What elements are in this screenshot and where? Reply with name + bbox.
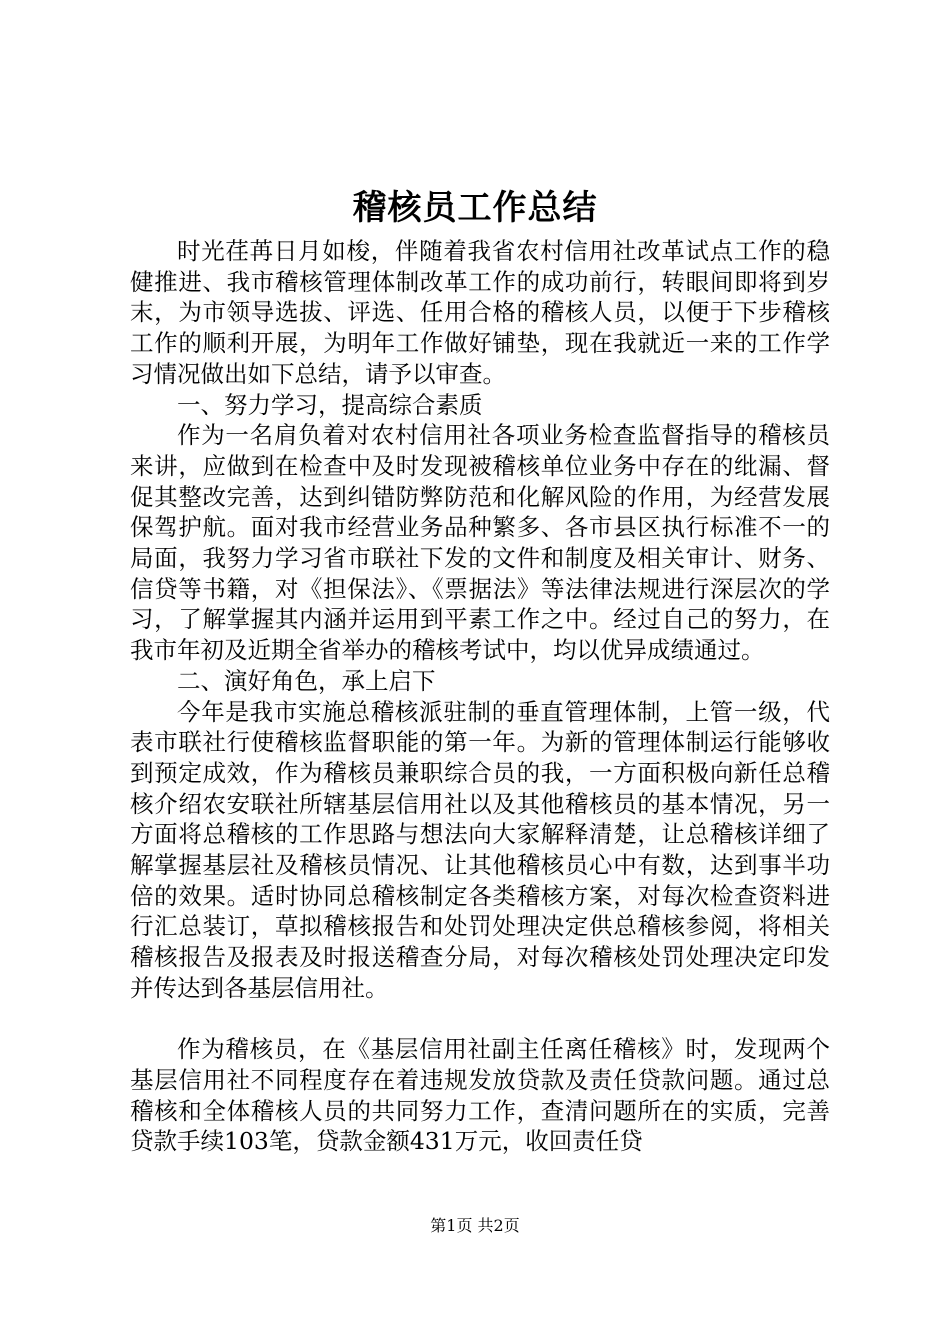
page-footer: 第1页 共2页 [430,1216,520,1235]
paragraph-gap [130,1004,830,1035]
section-heading-2: 二、演好角色，承上启下 [177,666,436,695]
section-2-paragraph: 今年是我市实施总稽核派驻制的垂直管理体制，上管一级，代表市联社行使稽核监督职能的第一年。为新的管理体制运行能够收到预定成效，作为稽核员兼职综合员的我，一方面积极向新任总稽核介绍农安联社所辖基层信用社以及其他稽核员的基本情况，另一方面将总稽核的工作思路与想法向大家解释清楚，让总稽核详细了解掌握基层社及稽核员情况、让其他稽核员心中有数，达到事半功倍的效果。适时协同总稽核制定各类稽核方案，对每次检查资料进行汇总装订，草拟稽核报告和处罚处理决定供总稽核参阅，将相关稽核报告及报表及时报送稽查分局，对每次稽核处罚处理决定印发并传达到各基层信用社。 [130,697,830,1002]
document-title: 稽核员工作总结 [352,188,598,228]
section-2-paragraph-continued: 作为稽核员，在《基层信用社副主任离任稽核》时，发现两个基层信用社不同程度存在着违规发放贷款及责任贷款问题。通过总稽核和全体稽核人员的共同努力工作，查清问题所在的实质，完善贷款手续103笔，贷款金额431万元，收回责任贷 [130,1035,830,1156]
section-heading-1: 一、努力学习，提高综合素质 [177,390,483,419]
intro-paragraph: 时光荏苒日月如梭，伴随着我省农村信用社改革试点工作的稳健推进、我市稽核管理体制改革工作的成功前行，转眼间即将到岁末，为市领导选拔、评选、任用合格的稽核人员，以便于下步稽核工作的顺利开展，为明年工作做好铺垫，现在我就近一来的工作学习情况做出如下总结，请予以审查。 [130,237,830,388]
document-body [130,236,830,1157]
section-1-paragraph: 作为一名肩负着对农村信用社各项业务检查监督指导的稽核员来讲，应做到在检查中及时发现被稽核单位业务中存在的纰漏、督促其整改完善，达到纠错防弊防范和化解风险的作用，为经营发展保驾护航。面对我市经营业务品种繁多、各市县区执行标准不一的局面，我努力学习省市联社下发的文件和制度及相关审计、财务、信贷等书籍，对《担保法》、《票据法》等法律法规进行深层次的学习，了解掌握其内涵并运用到平素工作之中。经过自己的努力，在我市年初及近期全省举办的稽核考试中，均以优异成绩通过。 [130,421,830,665]
